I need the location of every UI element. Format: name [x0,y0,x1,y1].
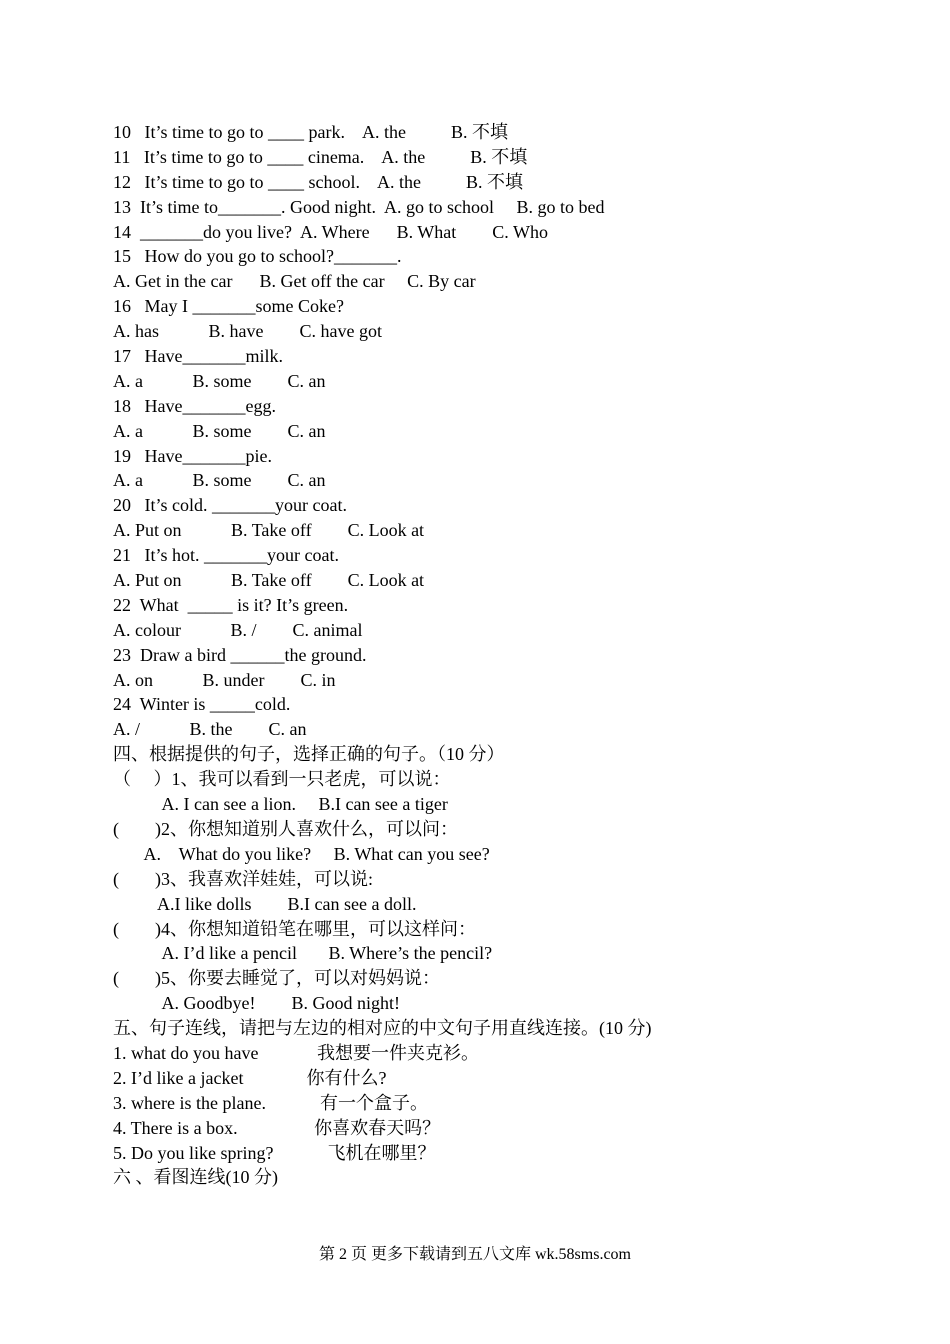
question-23: 23 Draw a bird ______the ground. [113,644,367,665]
question-15: 15 How do you go to school?_______. [113,246,402,267]
page-content [113,120,873,1190]
question-14: 14 _______do you live? A. Where B. What C. Who [113,221,548,242]
matching-row-3: 3. where is the plane. 有一个盒子。 [113,1092,428,1113]
section-4-item-2-options: A. What do you like? B. What can you see? [113,843,490,864]
section-4-item-1-options: A. I can see a lion. B.I can see a tiger [113,794,448,815]
section-4-item-1: （ ）1、我可以看到一只老虎，可以说： [113,769,451,790]
question-20: 20 It’s cold. _______your coat. [113,495,347,516]
question-21-options: A. Put on B. Take off C. Look at [113,570,425,591]
question-13: 13 It’s time to_______. Good night. A. go to school B. go to bed [113,196,605,217]
question-11: 11 It’s time to go to ____ cinema. A. the B. 不填 [113,146,528,167]
question-19: 19 Have_______pie. [113,445,272,466]
question-18-options: A. a B. some C. an [113,420,326,441]
question-16-options: A. has B. have C. have got [113,321,382,342]
section-6-heading: 六 、看图连线(10 分) [113,1167,278,1188]
question-23-options: A. on B. under C. in [113,669,336,690]
matching-row-1: 1. what do you have 我想要一件夹克衫。 [113,1042,479,1063]
question-20-options: A. Put on B. Take off C. Look at [113,520,425,541]
section-4-item-5-options: A. Goodbye! B. Good night! [113,993,400,1014]
section-4-item-2: ( )2、你想知道别人喜欢什么，可以问： [113,818,458,839]
matching-row-5: 5. Do you like spring? 飞机在哪里？ [113,1142,436,1163]
question-19-options: A. a B. some C. an [113,470,326,491]
matching-row-2: 2. I’d like a jacket 你有什么? [113,1067,387,1088]
question-22: 22 What _____ is it? It’s green. [113,594,349,615]
section-4-item-5: ( )5、你要去睡觉了，可以对妈妈说： [113,968,440,989]
section-4-heading: 四、根据提供的句子，选择正确的句子。（10 分） [113,744,505,765]
question-17: 17 Have_______milk. [113,346,283,367]
section-4-item-3-options: A.I like dolls B.I can see a doll. [113,893,417,914]
section-5-heading: 五、句子连线，请把与左边的相对应的中文句子用直线连接。(10 分) [113,1018,652,1039]
question-12: 12 It’s time to go to ____ school. A. the B. 不填 [113,171,523,192]
question-24-options: A. / B. the C. an [113,719,307,740]
question-18: 18 Have_______egg. [113,395,276,416]
section-4-item-4: ( )4、你想知道铅笔在哪里，可以这样问： [113,918,476,939]
question-10: 10 It’s time to go to ____ park. A. the B. 不填 [113,122,508,142]
section-4-item-4-options: A. I’d like a pencil B. Where’s the pencil? [113,943,493,964]
question-22-options: A. colour B. / C. animal [113,619,363,640]
question-15-options: A. Get in the car B. Get off the car C. By car [113,271,476,292]
question-24: 24 Winter is _____cold. [113,694,291,715]
page-footer: 第 2 页 更多下载请到五八文库 wk.58sms.com [318,1246,631,1263]
question-17-options: A. a B. some C. an [113,370,326,391]
matching-row-4: 4. There is a box. 你喜欢春天吗？ [113,1117,441,1138]
section-4-item-3: ( )3、我喜欢洋娃娃，可以说: [113,868,373,889]
question-21: 21 It’s hot. _______your coat. [113,545,339,566]
question-16: 16 May I _______some Coke? [113,296,344,317]
